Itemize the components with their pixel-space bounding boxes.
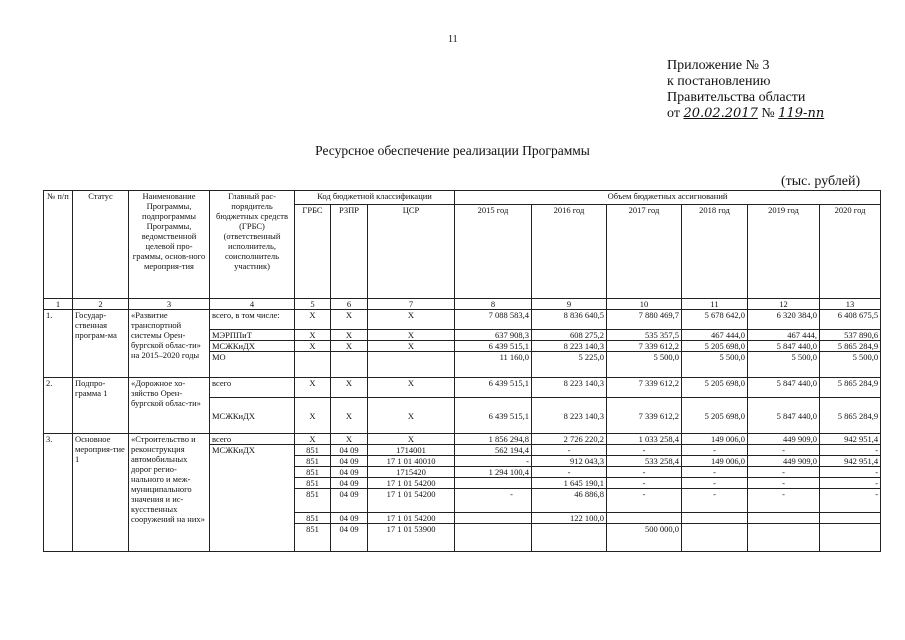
col-number: 2 xyxy=(73,299,129,310)
row-csr: Х xyxy=(368,378,455,398)
header-csr: ЦСР xyxy=(368,205,455,299)
row-value: 8 223 140,3 xyxy=(532,341,607,352)
header-row-1 xyxy=(44,191,881,205)
col-number: 5 xyxy=(295,299,331,310)
col-number: 8 xyxy=(455,299,532,310)
row-value: 5 847 440,0 xyxy=(748,378,820,398)
col-number: 12 xyxy=(748,299,820,310)
header-year: 2016 год xyxy=(532,205,607,299)
row-value: 1 856 294,8 xyxy=(455,434,532,445)
table-row xyxy=(44,378,881,398)
row-value: 6 320 384,0 xyxy=(748,310,820,330)
appendix-block xyxy=(667,58,824,122)
row-grbs-code: 851 xyxy=(295,467,331,478)
row-grbs-code: Х xyxy=(295,330,331,341)
row-value: 449 909,0 xyxy=(748,456,820,467)
decree-date: 20.02.2017 xyxy=(683,106,758,121)
row-value: 1 033 258,4 xyxy=(607,434,682,445)
row-value: 912 043,3 xyxy=(532,456,607,467)
row-value: 8 836 640,5 xyxy=(532,310,607,330)
row-value: 467 444,0 xyxy=(682,330,748,341)
row-value: 608 275,2 xyxy=(532,330,607,341)
row-value xyxy=(820,513,881,524)
appendix-line-1: Приложение № 3 xyxy=(667,58,770,73)
row-num: 2. xyxy=(44,378,73,434)
row-value: 5 847 440,0 xyxy=(748,398,820,434)
row-value: 1 294 100,4 xyxy=(455,467,532,478)
row-csr: 17 1 01 40010 xyxy=(368,456,455,467)
row-value: 5 205 698,0 xyxy=(682,378,748,398)
row-value: 6 408 675,5 xyxy=(820,310,881,330)
row-value: - xyxy=(820,489,881,513)
row-value: 535 357,5 xyxy=(607,330,682,341)
row-value: 7 339 612,2 xyxy=(607,378,682,398)
row-grbs: МСЖКиДХ xyxy=(210,398,295,434)
row-value: - xyxy=(532,445,607,456)
row-value: - xyxy=(682,467,748,478)
row-value: - xyxy=(820,445,881,456)
row-grbs-code: Х xyxy=(295,398,331,434)
row-rzpr xyxy=(331,352,368,378)
row-value: 149 006,0 xyxy=(682,434,748,445)
row-value: - xyxy=(682,478,748,489)
row-value: - xyxy=(748,478,820,489)
row-rzpr: Х xyxy=(331,398,368,434)
row-grbs: МСЖКиДХ xyxy=(210,445,295,552)
row-grbs-code: Х xyxy=(295,378,331,398)
row-rzpr: Х xyxy=(331,310,368,330)
header-code-group: Код бюджетной классификации xyxy=(295,191,455,205)
row-name: «Дорожное хо-зяйство Орен-бургской облас-ти» xyxy=(129,378,210,434)
row-csr: 17 1 01 54200 xyxy=(368,478,455,489)
row-grbs-code: 851 xyxy=(295,524,331,552)
row-grbs: МЭРППиТ xyxy=(210,330,295,341)
row-csr xyxy=(368,352,455,378)
row-grbs-code: Х xyxy=(295,434,331,445)
row-value: - xyxy=(820,478,881,489)
row-rzpr: Х xyxy=(331,434,368,445)
row-value xyxy=(455,478,532,489)
row-value: 5 847 440,0 xyxy=(748,341,820,352)
row-value: - xyxy=(820,467,881,478)
row-rzpr: 04 09 xyxy=(331,513,368,524)
row-value: 7 339 612,2 xyxy=(607,398,682,434)
row-value: - xyxy=(607,467,682,478)
row-value xyxy=(748,513,820,524)
col-number: 7 xyxy=(368,299,455,310)
row-value: 637 908,3 xyxy=(455,330,532,341)
row-rzpr: Х xyxy=(331,378,368,398)
appendix-line-3: Правительства области xyxy=(667,90,806,105)
row-value xyxy=(455,524,532,552)
appendix-line-4 xyxy=(667,106,824,122)
row-grbs-code: Х xyxy=(295,341,331,352)
column-number-row xyxy=(44,299,881,310)
row-grbs-code: 851 xyxy=(295,513,331,524)
row-status: Основное мероприя-тие 1 xyxy=(73,434,129,552)
row-value: 5 225,0 xyxy=(532,352,607,378)
row-value: 5 500,0 xyxy=(607,352,682,378)
row-value: 5 500,0 xyxy=(682,352,748,378)
header-grbs-code: ГРБС xyxy=(295,205,331,299)
row-value: - xyxy=(455,489,532,513)
row-csr: Х xyxy=(368,341,455,352)
row-csr: Х xyxy=(368,310,455,330)
row-value: 467 444, xyxy=(748,330,820,341)
row-value: 942 951,4 xyxy=(820,456,881,467)
row-value: 537 890,6 xyxy=(820,330,881,341)
row-csr: Х xyxy=(368,330,455,341)
row-value: - xyxy=(455,456,532,467)
row-value: - xyxy=(532,467,607,478)
row-value: 8 223 140,3 xyxy=(532,398,607,434)
row-name: «Строительство и реконструкция автомобильных дорог регио-нального и меж-муниципального значения и ис-кусственных сооружений на них» xyxy=(129,434,210,552)
row-status: Подпро-грамма 1 xyxy=(73,378,129,434)
row-value: 5 205 698,0 xyxy=(682,398,748,434)
row-value: - xyxy=(748,467,820,478)
row-csr: 1714001 xyxy=(368,445,455,456)
row-grbs: всего xyxy=(210,434,295,445)
row-rzpr: 04 09 xyxy=(331,489,368,513)
col-number: 3 xyxy=(129,299,210,310)
row-csr: 17 1 01 53900 xyxy=(368,524,455,552)
row-num: 1. xyxy=(44,310,73,378)
row-value: - xyxy=(607,478,682,489)
row-value: 6 439 515,1 xyxy=(455,398,532,434)
row-value: 5 865 284,9 xyxy=(820,341,881,352)
row-grbs: всего, в том числе: xyxy=(210,310,295,330)
row-csr: 1715420 xyxy=(368,467,455,478)
row-value xyxy=(607,513,682,524)
row-name: «Развитие транспортной системы Орен-бургской облас-ти» на 2015–2020 годы xyxy=(129,310,210,378)
header-rzpr: РЗПР xyxy=(331,205,368,299)
row-value xyxy=(682,524,748,552)
appendix-from: от xyxy=(667,106,680,121)
row-csr: 17 1 01 54200 xyxy=(368,513,455,524)
row-grbs: МО xyxy=(210,352,295,378)
row-value: 5 500,0 xyxy=(820,352,881,378)
row-value xyxy=(532,524,607,552)
row-grbs-code xyxy=(295,352,331,378)
header-status: Статус xyxy=(73,191,129,299)
row-value: 1 645 190,1 xyxy=(532,478,607,489)
row-value: - xyxy=(607,489,682,513)
row-value: 500 000,0 xyxy=(607,524,682,552)
col-number: 13 xyxy=(820,299,881,310)
row-grbs-code: 851 xyxy=(295,478,331,489)
header-year: 2015 год xyxy=(455,205,532,299)
row-grbs: МСЖКиДХ xyxy=(210,341,295,352)
row-value: 6 439 515,1 xyxy=(455,341,532,352)
row-value: - xyxy=(682,445,748,456)
header-name: Наименование Программы, подпрограммы Программы, ведомственной целевой про-граммы, основ-ного мероприя-тия xyxy=(129,191,210,299)
header-volume-group: Объем бюджетных ассигнований xyxy=(455,191,881,205)
col-number: 10 xyxy=(607,299,682,310)
header-year: 2017 год xyxy=(607,205,682,299)
row-rzpr: 04 09 xyxy=(331,524,368,552)
row-csr: 17 1 01 54200 xyxy=(368,489,455,513)
row-value: 46 886,8 xyxy=(532,489,607,513)
row-rzpr: 04 09 xyxy=(331,467,368,478)
header-grbs: Главный рас-порядитель бюджетных средств (ГРБС) (ответственный исполнитель, соисполнитель участник) xyxy=(210,191,295,299)
table-row xyxy=(44,310,881,330)
row-num: 3. xyxy=(44,434,73,552)
document-title: Ресурсное обеспечение реализации Программы xyxy=(315,143,590,158)
row-rzpr: 04 09 xyxy=(331,456,368,467)
row-value xyxy=(682,513,748,524)
decree-number: 119-пп xyxy=(778,106,825,121)
row-grbs-code: 851 xyxy=(295,489,331,513)
row-value: 5 205 698,0 xyxy=(682,341,748,352)
row-grbs: всего xyxy=(210,378,295,398)
row-value: 562 194,4 xyxy=(455,445,532,456)
header-year: 2019 год xyxy=(748,205,820,299)
row-grbs-code: 851 xyxy=(295,445,331,456)
row-value: 149 006,0 xyxy=(682,456,748,467)
row-value: 533 258,4 xyxy=(607,456,682,467)
row-value: 122 100,0 xyxy=(532,513,607,524)
row-value: - xyxy=(607,445,682,456)
row-value: 6 439 515,1 xyxy=(455,378,532,398)
header-year: 2018 год xyxy=(682,205,748,299)
row-rzpr: 04 09 xyxy=(331,445,368,456)
row-value xyxy=(748,524,820,552)
row-rzpr: Х xyxy=(331,330,368,341)
row-grbs-code: Х xyxy=(295,310,331,330)
row-value: 5 678 642,0 xyxy=(682,310,748,330)
units-label: (тыс. рублей) xyxy=(781,174,861,189)
col-number: 11 xyxy=(682,299,748,310)
row-value xyxy=(455,513,532,524)
row-value: 7 339 612,2 xyxy=(607,341,682,352)
row-value: - xyxy=(682,489,748,513)
row-value xyxy=(820,524,881,552)
row-rzpr: Х xyxy=(331,341,368,352)
row-csr: Х xyxy=(368,434,455,445)
table-row xyxy=(44,434,881,445)
number-sign: № xyxy=(761,106,775,121)
row-rzpr: 04 09 xyxy=(331,478,368,489)
col-number: 1 xyxy=(44,299,73,310)
header-year: 2020 год xyxy=(820,205,881,299)
row-value: 7 088 583,4 xyxy=(455,310,532,330)
row-value: 11 160,0 xyxy=(455,352,532,378)
row-value: - xyxy=(748,445,820,456)
resource-table xyxy=(43,190,881,552)
row-value: 5 500,0 xyxy=(748,352,820,378)
header-num: № п/п xyxy=(44,191,73,299)
col-number: 6 xyxy=(331,299,368,310)
appendix-line-2: к постановлению xyxy=(667,74,771,89)
row-value: 7 880 469,7 xyxy=(607,310,682,330)
row-value: 5 865 284,9 xyxy=(820,398,881,434)
col-number: 9 xyxy=(532,299,607,310)
row-value: 8 223 140,3 xyxy=(532,378,607,398)
row-value: 2 726 220,2 xyxy=(532,434,607,445)
page-number: 11 xyxy=(448,34,458,45)
col-number: 4 xyxy=(210,299,295,310)
row-value: 942 951,4 xyxy=(820,434,881,445)
row-value: 5 865 284,9 xyxy=(820,378,881,398)
row-csr: Х xyxy=(368,398,455,434)
row-status: Государ-ственная програм-ма xyxy=(73,310,129,378)
row-value: 449 909,0 xyxy=(748,434,820,445)
row-value: - xyxy=(748,489,820,513)
row-grbs-code: 851 xyxy=(295,456,331,467)
